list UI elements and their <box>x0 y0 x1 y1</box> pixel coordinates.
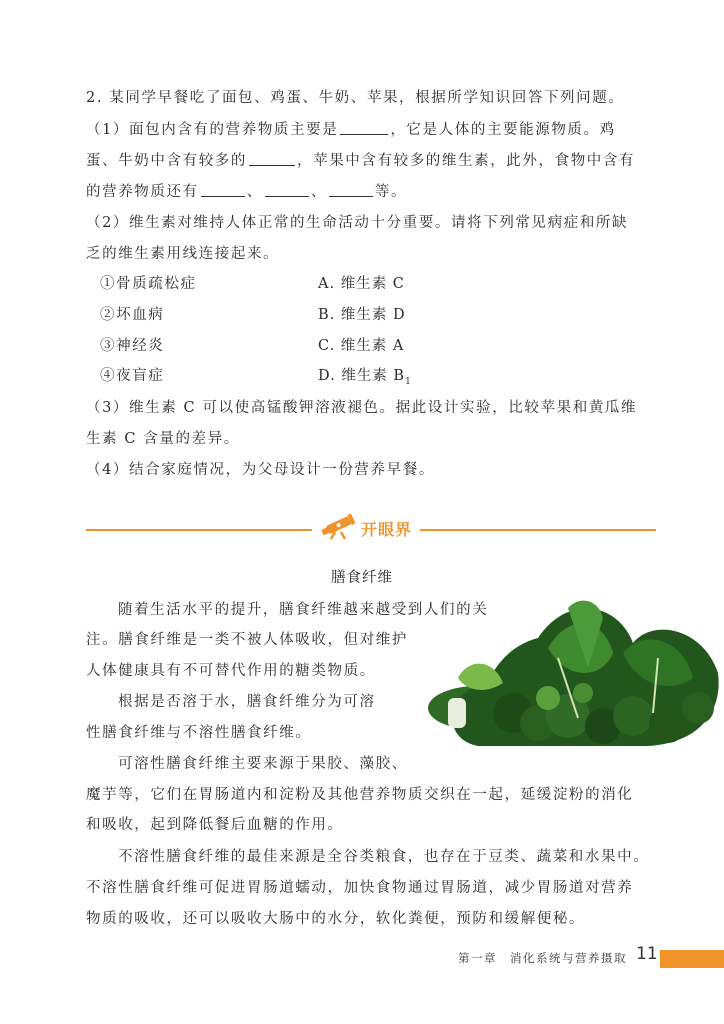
vitamin-item[interactable]: C. 维生素 A <box>318 338 405 354</box>
answer-blank[interactable] <box>265 182 309 197</box>
footer-accent-bar <box>660 950 724 968</box>
vitamin-item[interactable]: A. 维生素 C <box>318 276 405 292</box>
section-rule-left <box>86 529 312 531</box>
q2-part1-text: （1）面包内含有的营养物质主要是 <box>86 122 339 138</box>
q2-part1-text: 的营养物质还有 <box>86 184 199 200</box>
article-line: 不溶性膳食纤维可促进胃肠道蠕动，加快食物通过胃肠道，减少胃肠道对营养 <box>86 880 634 896</box>
answer-blank[interactable] <box>249 151 295 166</box>
article-line: 物质的吸收，还可以吸收大肠中的水分，软化粪便，预防和缓解便秘。 <box>86 911 586 927</box>
chapter-footer: 第一章 消化系统与营养摄取 <box>458 951 627 965</box>
vitamin-item[interactable]: B. 维生素 D <box>318 307 406 323</box>
q2-part1-line3 <box>86 180 407 201</box>
answer-blank[interactable] <box>340 120 388 135</box>
telescope-icon <box>318 512 358 540</box>
q2-part4: （4）结合家庭情况，为父母设计一份营养早餐。 <box>86 462 435 478</box>
article-line: 魔芋等，它们在胃肠道内和淀粉及其他营养物质交织在一起，延缓淀粉的消化 <box>86 787 634 803</box>
page-number: 11 <box>636 944 658 964</box>
article-line: 性膳食纤维与不溶性膳食纤维。 <box>86 725 312 741</box>
article-line: 随着生活水平的提升，膳食纤维越来越受到人们的关 <box>118 602 489 618</box>
q2-part3-line1: （3）维生素 C 可以使高锰酸钾溶液褪色。据此设计实验，比较苹果和黄瓜维 <box>86 400 638 416</box>
q2-part1-line2 <box>86 149 635 170</box>
separator: 、 <box>310 184 327 200</box>
article-line: 和吸收，起到降低餐后血糖的作用。 <box>86 817 344 833</box>
q2-part2-line1: （2）维生素对维持人体正常的生命活动十分重要。请将下列常见病症和所缺 <box>86 215 629 231</box>
separator: 、 <box>246 184 263 200</box>
answer-blank[interactable] <box>201 182 245 197</box>
vitamin-label: D. 维生素 B <box>318 368 406 384</box>
q2-part1-text: ，它是人体的主要能源物质。鸡 <box>390 122 616 138</box>
article-line: 根据是否溶于水，膳食纤维分为可溶 <box>118 694 376 710</box>
article-line: 注。膳食纤维是一类不被人体吸收，但对维护 <box>86 632 408 648</box>
q2-part1-line1 <box>86 118 616 139</box>
article-line: 不溶性膳食纤维的最佳来源是全谷类粮食，也存在于豆类、蔬菜和水果中。 <box>118 849 650 865</box>
section-title: 膳食纤维 <box>331 570 393 586</box>
disease-item[interactable]: ④夜盲症 <box>100 368 165 384</box>
article-line: 可溶性膳食纤维主要来源于果胶、藻胶、 <box>118 756 408 772</box>
question-stem: 2. 某同学早餐吃了面包、鸡蛋、牛奶、苹果，根据所学知识回答下列问题。 <box>86 90 625 106</box>
disease-item[interactable]: ①骨质疏松症 <box>100 276 197 292</box>
q2-part2-line2: 乏的维生素用线连接起来。 <box>86 246 280 262</box>
q2-part3-line2: 生素 C 含量的差异。 <box>86 431 240 447</box>
disease-item[interactable]: ②坏血病 <box>100 307 165 323</box>
q2-part1-text: 等。 <box>374 184 408 200</box>
leafy-vegetables-image <box>418 598 724 750</box>
disease-item[interactable]: ③神经炎 <box>100 338 165 354</box>
answer-blank[interactable] <box>329 182 373 197</box>
section-badge: 开眼界 <box>361 520 413 539</box>
vitamin-subscript: 1 <box>405 376 412 387</box>
article-line: 人体健康具有不可替代作用的糖类物质。 <box>86 663 376 679</box>
vitamin-item[interactable] <box>318 364 412 387</box>
section-rule-right <box>420 529 656 531</box>
q2-part1-text: ，苹果中含有较多的维生素，此外，食物中含有 <box>297 153 636 169</box>
q2-part1-text: 蛋、牛奶中含有较多的 <box>86 153 247 169</box>
